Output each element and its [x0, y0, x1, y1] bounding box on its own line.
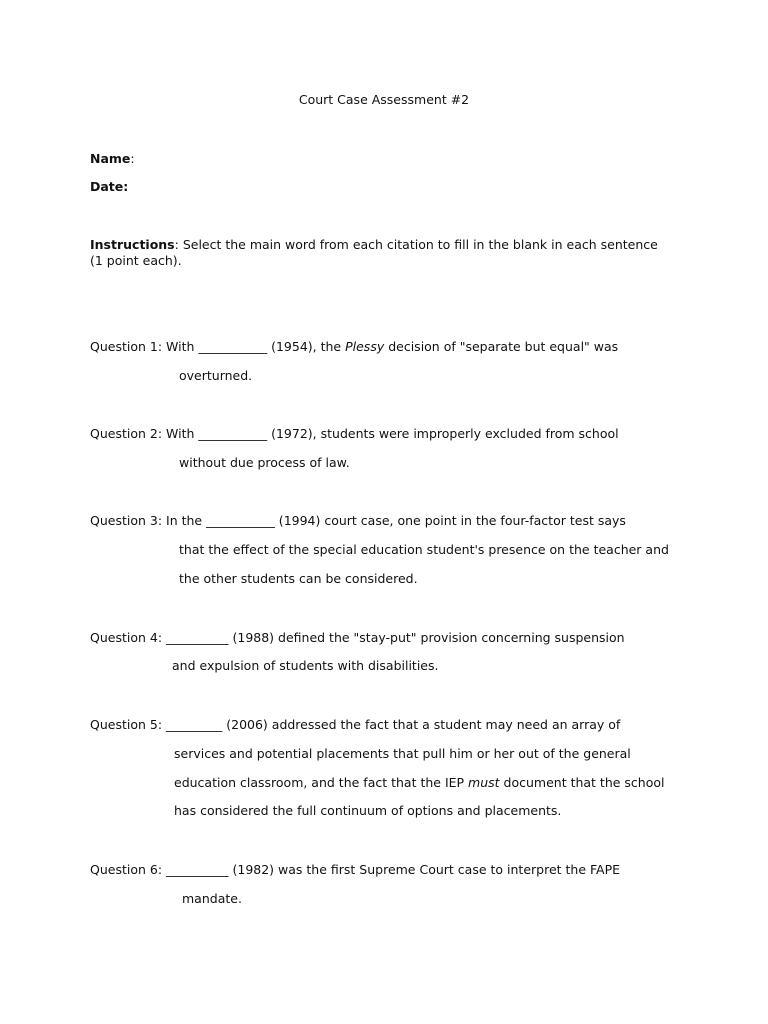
question-3-line-1: Question 3: In the ___________ (1994) court case, one point in the four-factor test says — [90, 513, 626, 528]
name-colon: : — [130, 151, 135, 166]
question-4-line-2: and expulsion of students with disabilities. — [172, 658, 439, 673]
question-3-line-2: that the effect of the special education student's presence on the teacher and — [179, 542, 669, 557]
date-label: Date: — [90, 179, 129, 194]
question-5-line-1: Question 5: _________ (2006) addressed the fact that a student may need an array of — [90, 717, 621, 732]
question-1-italic: Plessy — [345, 339, 385, 354]
question-2-line-1: Question 2: With ___________ (1972), students were improperly excluded from school — [90, 426, 619, 441]
question-3-line-3: the other students can be considered. — [179, 571, 418, 586]
name-field-label — [90, 151, 135, 166]
question-5-line-3-prefix: education classroom, and the fact that the IEP — [174, 775, 469, 790]
question-5-italic: must — [468, 775, 500, 790]
question-2-line-2: without due process of law. — [179, 455, 350, 470]
name-label: Name — [90, 151, 131, 166]
instructions-line-1 — [90, 237, 658, 252]
question-1-line-2: overturned. — [179, 368, 253, 383]
instructions-line-2: (1 point each). — [90, 253, 182, 268]
question-1-suffix: decision of "separate but equal" was — [384, 339, 619, 354]
document-title: Court Case Assessment #2 — [298, 92, 470, 107]
question-5-line-2: services and potential placements that pull him or her out of the general — [174, 746, 631, 761]
instructions-label: Instructions — [90, 237, 175, 252]
question-6-line-2: mandate. — [182, 891, 242, 906]
question-1-prefix: Question 1: With ___________ (1954), the — [90, 339, 346, 354]
question-5-line-4: has considered the full continuum of options and placements. — [174, 803, 562, 818]
question-4-line-1: Question 4: __________ (1988) defined the "stay-put" provision concerning suspension — [90, 630, 625, 645]
question-1-line-1 — [90, 339, 618, 354]
instructions-text: : Select the main word from each citation to fill in the blank in each sentence — [174, 237, 658, 252]
question-5-line-3-suffix: document that the school — [499, 775, 665, 790]
question-6-line-1: Question 6: __________ (1982) was the first Supreme Court case to interpret the FAPE — [90, 862, 621, 877]
question-5-line-3 — [174, 775, 665, 790]
